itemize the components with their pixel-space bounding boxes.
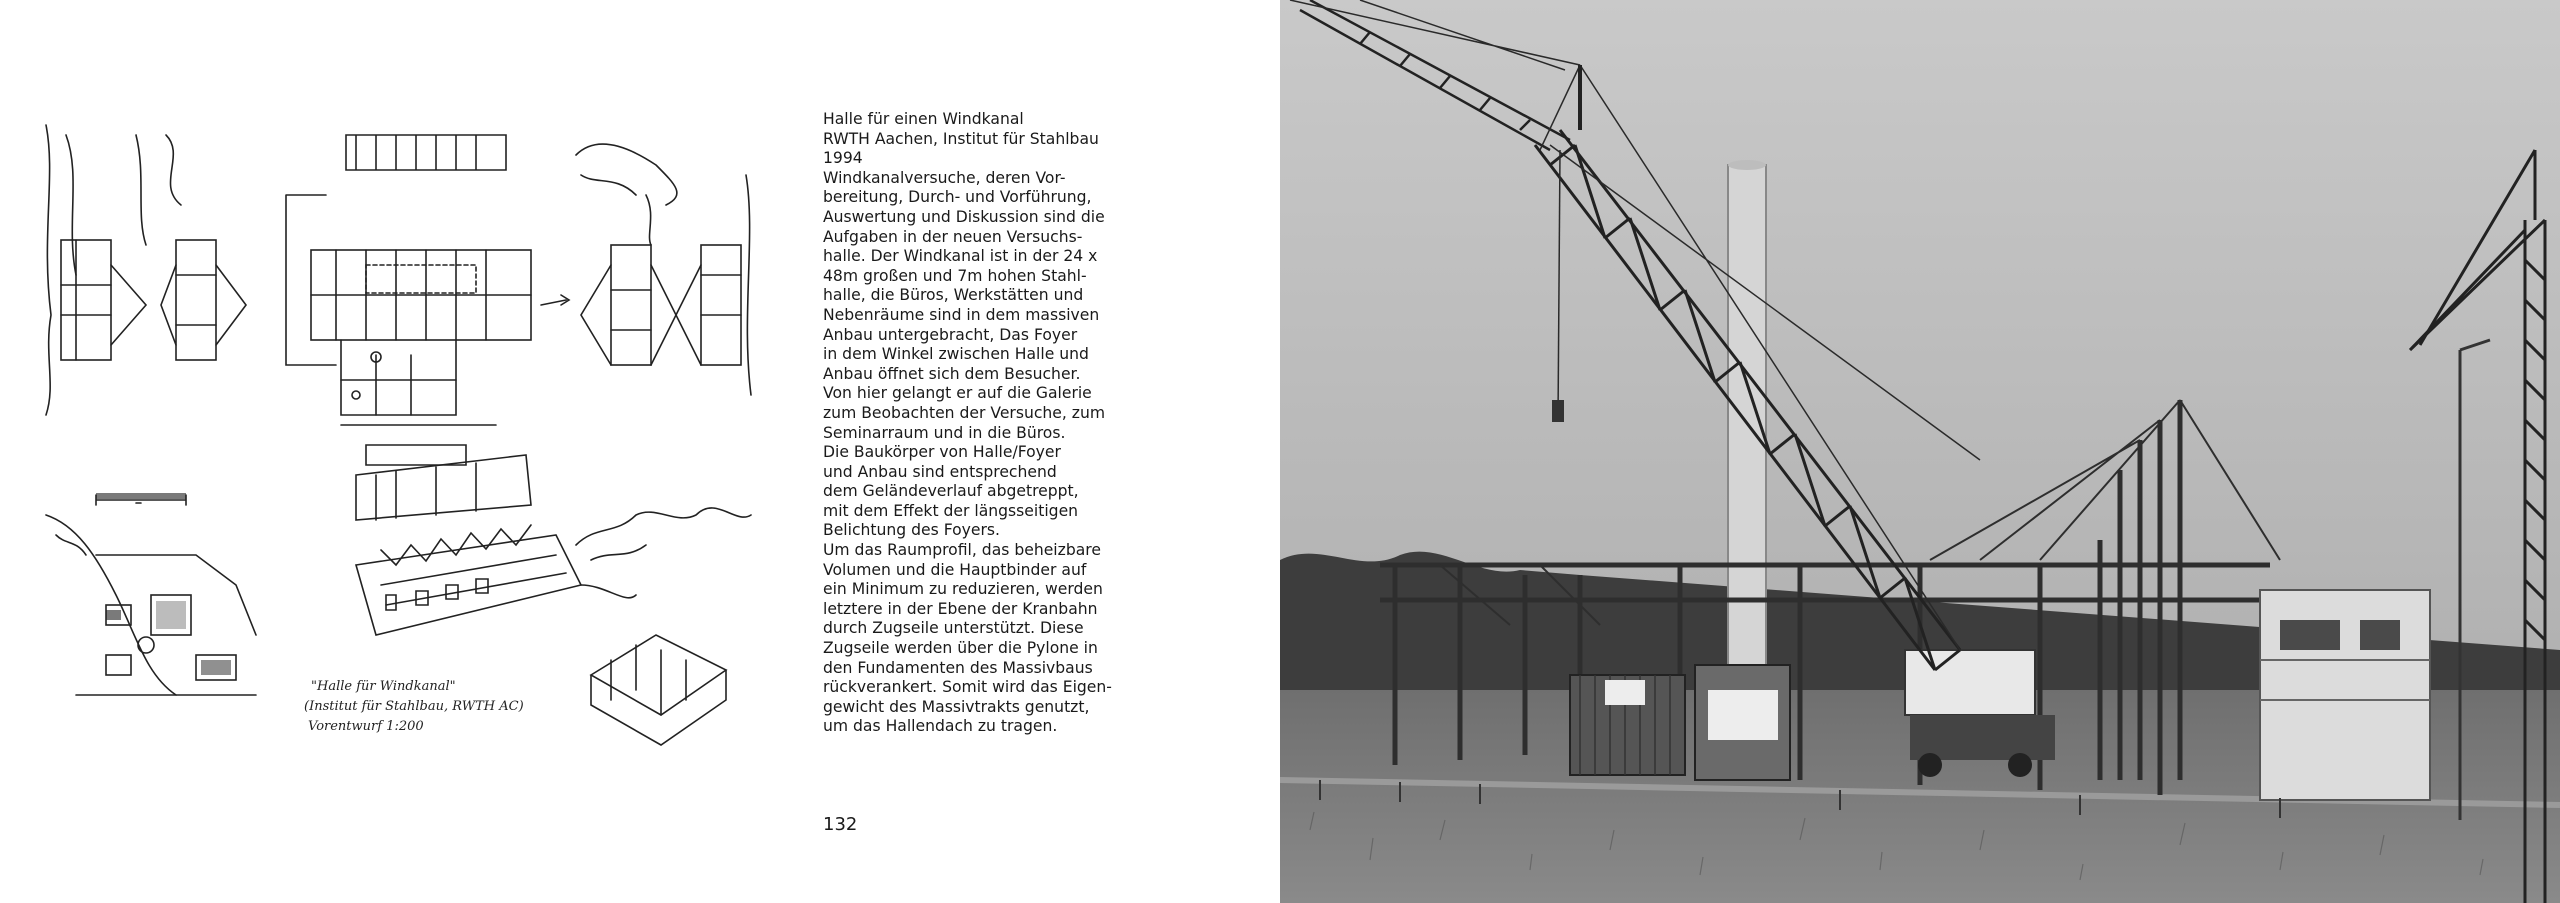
caption-line: um das Hallendach zu tragen. bbox=[823, 717, 1058, 736]
caption-line: Seminarraum und in die Büros. bbox=[823, 423, 1066, 442]
sketch-handwriting-3: Vorentwurf 1:200 bbox=[308, 719, 424, 734]
caption-line: und Anbau sind entsprechend bbox=[823, 462, 1057, 481]
caption-line: Auswertung und Diskussion sind die bbox=[823, 207, 1105, 226]
right-page bbox=[1280, 0, 2560, 903]
caption-line: Volumen und die Hauptbinder auf bbox=[823, 560, 1087, 579]
caption-title: Halle für einen Windkanal bbox=[823, 110, 1024, 128]
caption-line: durch Zugseile unterstützt. Diese bbox=[823, 619, 1084, 638]
architectural-sketch bbox=[36, 115, 766, 755]
caption-line: Zugseile werden über die Pylone in bbox=[823, 639, 1098, 658]
caption-line: 48m großen und 7m hohen Stahl- bbox=[823, 266, 1087, 285]
caption-line: Anbau öffnet sich dem Besucher. bbox=[823, 364, 1081, 383]
caption-line: mit dem Effekt der längsseitigen bbox=[823, 501, 1079, 520]
caption-year: 1994 bbox=[823, 149, 863, 168]
caption-line: Um das Raumprofil, das beheizbare bbox=[823, 541, 1101, 560]
sketch-handwriting-2: (Institut für Stahlbau, RWTH AC) bbox=[304, 699, 524, 714]
caption-line: bereitung, Durch- und Vorführung, bbox=[823, 188, 1092, 207]
caption-line: rückverankert. Somit wird das Eigen- bbox=[823, 678, 1112, 697]
caption-line: in dem Winkel zwischen Halle und bbox=[823, 345, 1089, 364]
caption-line: halle. Der Windkanal ist in der 24 x bbox=[823, 247, 1098, 266]
caption-line: zum Beobachten der Versuche, zum bbox=[823, 403, 1106, 422]
caption-line: Aufgaben in der neuen Versuchs- bbox=[823, 227, 1083, 246]
caption-line: ein Minimum zu reduzieren, werden bbox=[823, 580, 1103, 599]
construction-site-photo bbox=[1280, 0, 2560, 903]
caption-client: RWTH Aachen, Institut für Stahlbau bbox=[823, 129, 1099, 148]
caption-line: dem Geländeverlauf abgetreppt, bbox=[823, 482, 1079, 501]
caption-line: den Fundamenten des Massivbaus bbox=[823, 658, 1093, 677]
caption-line: Die Baukörper von Halle/Foyer bbox=[823, 443, 1061, 462]
caption-line: gewicht des Massivtrakts genutzt, bbox=[823, 697, 1090, 716]
caption-line: Windkanalversuche, deren Vor- bbox=[823, 168, 1066, 187]
page-number: 132 bbox=[823, 814, 858, 835]
sketch-handwriting-1: "Halle für Windkanal" bbox=[311, 679, 456, 694]
caption-line: halle, die Büros, Werkstätten und bbox=[823, 286, 1084, 305]
caption-line: Anbau untergebracht, Das Foyer bbox=[823, 325, 1078, 344]
caption-text bbox=[823, 110, 1143, 737]
caption-line: Belichtung des Foyers. bbox=[823, 521, 1000, 540]
caption-line: letztere in der Ebene der Kranbahn bbox=[823, 599, 1098, 618]
caption-line: Nebenräume sind in dem massiven bbox=[823, 305, 1100, 324]
caption-line: Von hier gelangt er auf die Galerie bbox=[823, 384, 1092, 403]
